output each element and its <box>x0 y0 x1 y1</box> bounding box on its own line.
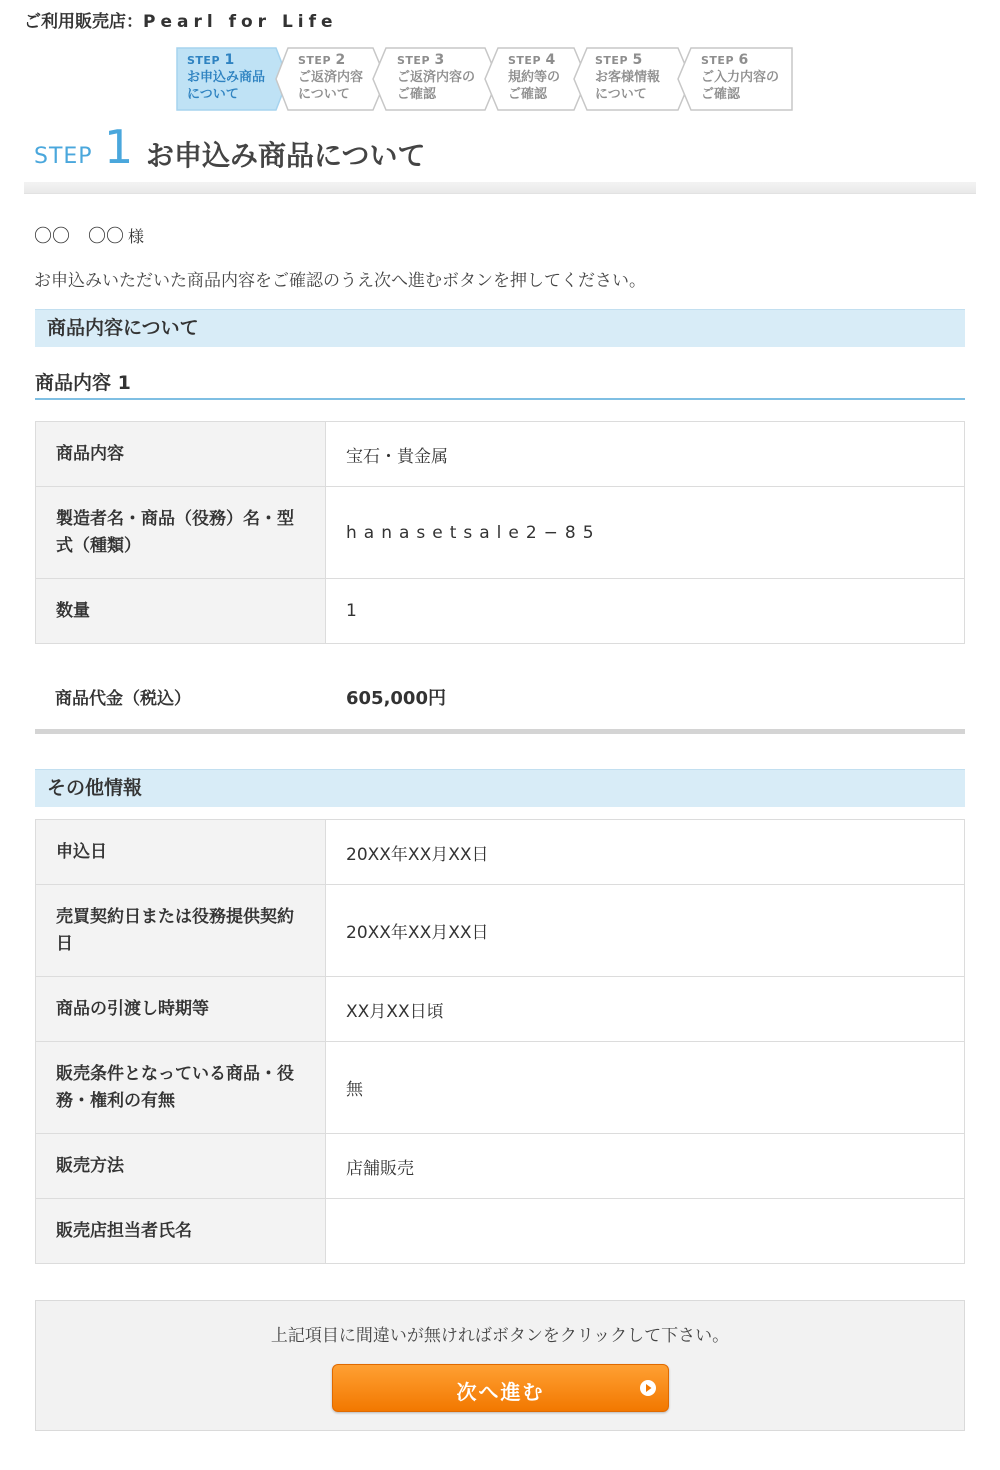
row-label: 商品の引渡し時期等 <box>36 977 326 1042</box>
customer-suffix: 様 <box>128 227 145 246</box>
heading-divider <box>24 182 976 194</box>
product-table <box>35 421 965 644</box>
step-5: STEP 5 お客様情報 について <box>595 52 661 102</box>
customer-name-line <box>34 222 144 248</box>
row-label: 販売条件となっている商品・役務・権利の有無 <box>36 1042 326 1134</box>
next-button-label: 次へ進む <box>456 1380 545 1404</box>
table-row <box>36 977 965 1042</box>
row-value: 1 <box>326 579 965 644</box>
confirm-panel <box>35 1300 965 1431</box>
row-label: 申込日 <box>36 820 326 885</box>
row-value <box>326 1199 965 1264</box>
customer-name: 〇〇 〇〇 <box>34 226 124 247</box>
table-row <box>36 1134 965 1199</box>
table-row <box>36 422 965 487</box>
row-label: 販売方法 <box>36 1134 326 1199</box>
row-label: 製造者名・商品（役務）名・型式（種類） <box>36 487 326 579</box>
page-heading-step-number: 1 <box>104 120 134 174</box>
price-row <box>35 662 965 734</box>
row-value: 無 <box>326 1042 965 1134</box>
price-label: 商品代金（税込） <box>55 689 191 709</box>
arrow-circle-icon <box>639 1379 657 1397</box>
row-value: 宝石・貴金属 <box>326 422 965 487</box>
row-label: 売買契約日または役務提供契約日 <box>36 885 326 977</box>
other-info-table <box>35 819 965 1264</box>
price-value: 605,000円 <box>346 688 446 709</box>
product-subheading: 商品内容 1 <box>35 368 965 400</box>
next-button[interactable] <box>332 1364 669 1412</box>
step-progress <box>176 46 796 112</box>
row-value: hanasetsale2−85 <box>326 487 965 579</box>
row-value: 20XX年XX月XX日 <box>326 885 965 977</box>
section-header-other: その他情報 <box>35 769 965 807</box>
confirm-note: 上記項目に間違いが無ければボタンをクリックして下さい。 <box>270 1326 730 1346</box>
step-1: STEP 1 お申込み商品 について <box>187 52 266 102</box>
table-row <box>36 487 965 579</box>
table-row <box>36 1199 965 1264</box>
table-row <box>36 1042 965 1134</box>
shop-info <box>24 7 338 32</box>
page-heading-step-word: STEP <box>34 144 93 169</box>
row-value: 20XX年XX月XX日 <box>326 820 965 885</box>
step-2: STEP 2 ご返済内容 について <box>298 52 364 102</box>
row-label: 販売店担当者氏名 <box>36 1199 326 1264</box>
page-title: お申込み商品について <box>146 139 426 172</box>
intro-text: お申込みいただいた商品内容をご確認のうえ次へ進むボタンを押してください。 <box>34 271 646 291</box>
table-row <box>36 579 965 644</box>
row-value: XX月XX日頃 <box>326 977 965 1042</box>
step-4: STEP 4 規約等の ご確認 <box>508 52 561 102</box>
shop-name: Pearl for Life <box>143 12 338 32</box>
step-6: STEP 6 ご入力内容の ご確認 <box>701 52 780 102</box>
section-header-product: 商品内容について <box>35 309 965 347</box>
step-3: STEP 3 ご返済内容の ご確認 <box>397 52 476 102</box>
row-value: 店舗販売 <box>326 1134 965 1199</box>
table-row <box>36 885 965 977</box>
shop-label: ご利用販売店： <box>24 12 143 32</box>
row-label: 商品内容 <box>36 422 326 487</box>
row-label: 数量 <box>36 579 326 644</box>
table-row <box>36 820 965 885</box>
